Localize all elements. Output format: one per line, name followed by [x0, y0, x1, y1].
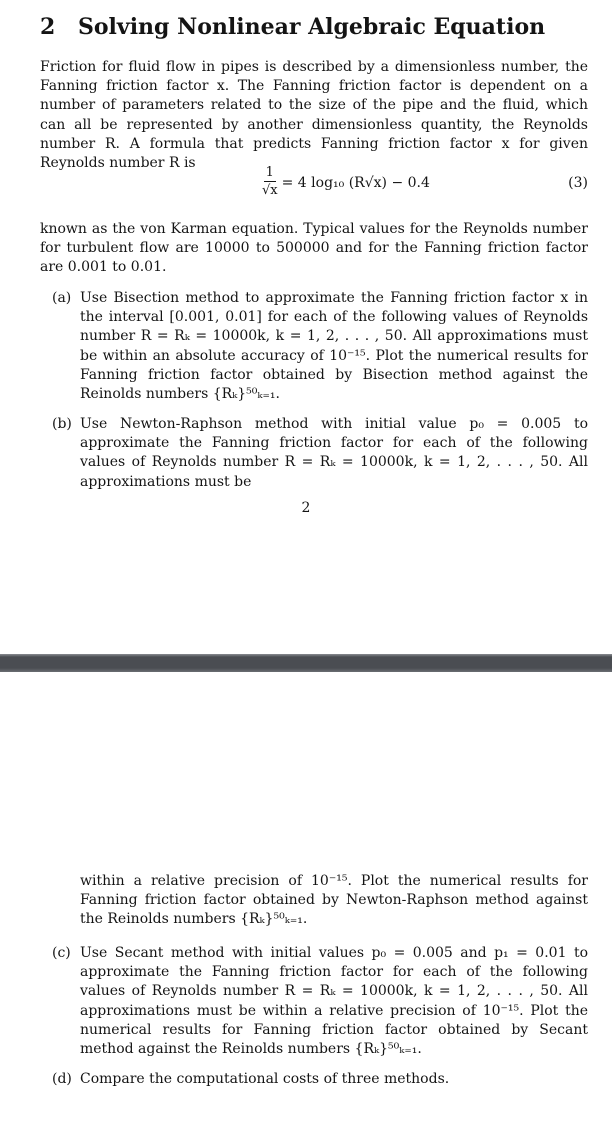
von-karman-equation — [40, 165, 588, 205]
page-number: 2 — [301, 500, 311, 516]
equation-numerator: 1 — [265, 165, 274, 180]
item-b — [40, 415, 588, 492]
after-equation-paragraph: known as the von Karman equation. Typical values for the Reynolds number for turbulent flow are 10000 to 500000 and for the Fanning friction factor are 0.001 to 0.01. — [40, 221, 588, 276]
section-number: 2 — [40, 14, 56, 40]
item-b-text-part1: Use Newton-Raphson method with initial value p₀ = 0.005 to approximate the Fanning friction factor for each of the following values of Reynolds number R = Rₖ = 10000k, k = 1, 2, . . . , 50. All approximations must be — [80, 416, 588, 490]
intro-paragraph: Friction for fluid flow in pipes is described by a dimensionless number, the Fanning friction factor x. The Fanning friction factor is dependent on a number of parameters related to the size of the pipe and the fluid, which can all be represented by another dimensionless quantity, the Reynolds number R. A formula that predicts Fanning friction factor x for given Reynolds number R is — [40, 59, 588, 172]
equation-number: (3) — [568, 175, 588, 191]
item-c-text: Use Secant method with initial values p₀ = 0.005 and p₁ = 0.01 to approximate the Fanning friction factor for each of the following values of Reynolds number R = Rₖ = 10000k, k = 1, 2, . . . , 50. All approximations must be within a relative precision of 10⁻¹⁵. Plot the numerical results for Fanning friction factor obtained by Secant method against the Reinolds numbers {Rₖ}⁵⁰ₖ₌₁. — [80, 945, 588, 1058]
item-d-label: (d) — [52, 1071, 72, 1087]
item-c — [40, 944, 588, 1059]
item-b-continued — [40, 872, 588, 930]
page-divider — [0, 654, 612, 672]
item-b-text-part2: within a relative precision of 10⁻¹⁵. Plot the numerical results for Fanning friction factor obtained by Newton-Raphson method against the Reinolds numbers {Rₖ}⁵⁰ₖ₌₁. — [80, 873, 588, 928]
equation-rhs: = 4 log₁₀ (R√x) − 0.4 — [281, 174, 430, 191]
item-d — [40, 1070, 588, 1089]
item-a-label: (a) — [52, 290, 72, 306]
item-b-label: (b) — [52, 416, 72, 432]
item-c-label: (c) — [52, 945, 71, 961]
section-heading — [40, 14, 545, 40]
item-a — [40, 289, 588, 404]
item-a-text: Use Bisection method to approximate the Fanning friction factor x in the interval [0.001, 0.01] for each of the following values of Reynolds number R = Rₖ = 10000k, k = 1, 2, . . . , 50. All approximations must be within an absolute accuracy of 10⁻¹⁵. Plot the numerical results for Fanning friction factor obtained by Bisection method against the Reinolds numbers {Rₖ}⁵⁰ₖ₌₁. — [80, 290, 588, 403]
section-title: Solving Nonlinear Algebraic Equation — [78, 14, 546, 40]
equation-fraction — [262, 165, 278, 200]
item-d-text: Compare the computational costs of three methods. — [80, 1071, 450, 1087]
document-page-2 — [0, 672, 612, 1122]
equation-denominator: √x — [262, 183, 278, 198]
